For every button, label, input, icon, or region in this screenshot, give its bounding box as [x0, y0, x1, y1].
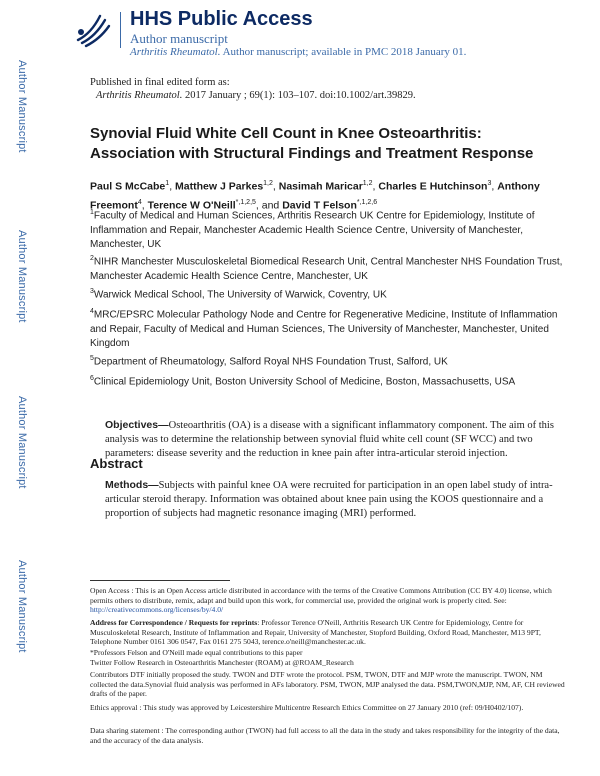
author-affiliation-sup: 3: [487, 180, 492, 187]
availability-line: [130, 46, 466, 58]
affiliation-sup: 2: [90, 255, 94, 262]
affiliation-sup: 3: [90, 288, 94, 295]
abstract-heading: Abstract: [90, 456, 143, 471]
author-name: Anthony Freemont: [90, 180, 540, 211]
brand-title: HHS Public Access: [130, 8, 313, 30]
side-label: Author Manuscript: [16, 230, 28, 323]
author-name: Charles E Hutchinson: [378, 180, 488, 193]
availability-text: Author manuscript; available in PMC 2018 January 01.: [220, 46, 467, 58]
published-line: Published in final edited form as:: [90, 77, 230, 88]
author-separator: ,: [141, 199, 148, 211]
correspondence-note: [90, 618, 570, 647]
twitter-note: Twitter Follow Research in Osteoarthritis Manchester (ROAM) at @ROAM_Research: [90, 658, 354, 667]
methods-paragraph: [105, 478, 565, 521]
data-sharing-note: Data sharing statement : The corresponding author (TWON) had full access to all the data in the study and takes responsibility for the integrity of the data, and the accuracy of the data analysis.: [90, 726, 560, 745]
objectives-label: Objectives—: [105, 419, 169, 431]
hhs-eagle-logo-icon: [72, 10, 112, 48]
manuscript-type: Author manuscript: [130, 31, 228, 46]
equal-contribution-note: *Professors Felson and O'Neill made equal contributions to this paper: [90, 648, 303, 657]
author-affiliation-sup: 1,2: [362, 180, 373, 187]
affiliation-3: [90, 285, 565, 303]
author-name: Paul S McCabe: [90, 180, 166, 193]
affiliation-text: Department of Rheumatology, Salford Royal NHS Foundation Trust, Salford, UK: [93, 356, 448, 368]
affiliation-text: Clinical Epidemiology Unit, Boston University School of Medicine, Boston, Massachusetts, USA: [93, 376, 516, 388]
author-separator: ,: [272, 180, 279, 193]
correspondence-label: Address for Correspondence / Requests for reprints: [90, 618, 258, 627]
affiliation-text: Faculty of Medical and Human Sciences, Arthritis Research UK Centre for Epidemiology, Institute of Inflammation and Repair, Manchester Academic Health Science Centre, University of Manchester, Manchester, UK: [90, 210, 535, 251]
open-access-note: [90, 586, 570, 615]
author-name: Terence W O'Neill: [147, 199, 236, 211]
affiliation-sup: 5: [90, 355, 94, 362]
objectives-text: Osteoarthritis (OA) is a disease with a significant inflammatory component. The aim of this analysis was to determine the relationship between synovial fluid white cell count (SF WCC) and two parameters: disease severity and the reduction in knee pain after intra-articular steroid injection.: [105, 420, 554, 459]
affiliation-text: MRC/EPSRC Molecular Pathology Node and Centre for Regenerative Medicine, Institute of Inflammation and Repair, Faculty of Medical and Human Sciences, The University of Manchester, Manchester, United Kingdom: [90, 309, 558, 350]
journal-name: Arthritis Rheumatol.: [130, 46, 221, 58]
author-affiliation-sup: *,1,2,6: [356, 198, 378, 206]
side-label: Author Manuscript: [16, 396, 28, 489]
author-separator: ,: [372, 180, 379, 193]
citation-line: [90, 89, 570, 102]
affiliation-text: Warwick Medical School, The University of Warwick, Coventry, UK: [93, 289, 387, 301]
citation-text: 2017 January ; 69(1): 103–107. doi:10.1002/art.39829.: [182, 90, 416, 101]
author-name: Matthew J Parkes: [175, 180, 264, 193]
methods-label: Methods—: [105, 479, 159, 491]
side-label: Author Manuscript: [16, 60, 28, 153]
affiliation-5: [90, 352, 565, 370]
author-name: David T Felson: [282, 199, 357, 211]
correspondence-text: : Professor Terence O'Neill, Arthritis Research UK Centre for Epidemiology, Centre for Musculoskeletal Research, Institute of Inflammation and Repair, University of Manchester, Stopford Building, Oxford Road, Manchester, M13 9PT, Telephone Number 0161 306 0547, Fax 0161 275 5043, terence.o'neill@manchester.ac.uk.: [90, 618, 541, 647]
affiliation-1: [90, 206, 565, 253]
affiliation-text: NIHR Manchester Musculoskeletal Biomedical Research Unit, Central Manchester NHS Foundation Trust, Manchester Academic Health Science Centre, Manchester, UK: [90, 256, 563, 282]
license-link[interactable]: http://creativecommons.org/licenses/by/4.0/: [90, 605, 224, 615]
methods-text: Subjects with painful knee OA were recruited for participation in an open label study of intra-articular steroid therapy. Information was obtained about knee pain using the KOOS questionnaire and a proportion of subjects had magnetic resonance imaging (MRI) performed.: [105, 480, 553, 519]
article-title: Synovial Fluid White Cell Count in Knee Osteoarthritis: Association with Structural Findings and Treatment Response: [90, 125, 534, 162]
header-divider: [120, 12, 121, 48]
affiliation-sup: 4: [90, 308, 94, 315]
contributors-note: Contributors DTF initially proposed the study. TWON and DTF wrote the protocol. PSM, TWON, DTF and MJP wrote the manuscript. TWON, NM collected the data.Synovial fluid analysis was performed in AFs laboratory. PSM, TWON, MJP analysed the data. PSM,TWON,MJP, NM, AF, CH reviewed drafts of the paper.: [90, 670, 565, 699]
affiliation-6: [90, 372, 565, 390]
author-name: Nasimah Maricar: [278, 180, 363, 193]
ethics-note: Ethics approval : This study was approved by Leicestershire Multicentre Research Ethics Committee on 27 January 2010 (ref: 09/H0402/107).: [90, 703, 524, 712]
author-affiliation-sup: *,1,2,5: [235, 198, 256, 206]
author-separator: ,: [491, 180, 498, 193]
citation-journal: Arthritis Rheumatol.: [96, 90, 183, 101]
author-affiliation-sup: 4: [137, 198, 142, 206]
publication-info: [90, 76, 570, 102]
author-affiliation-sup: 1,2: [263, 180, 273, 187]
footnote-divider: [90, 580, 230, 581]
author-affiliation-sup: 1: [165, 180, 170, 187]
author-separator: ,: [169, 180, 176, 193]
open-access-text: Open Access : This is an Open Access article distributed in accordance with the terms of the Creative Commons Attribution (CC BY 4.0) license, which permits others to distribute, remix, adapt and build upon this work, for commercial use, provided the original work is properly cited. See:: [90, 586, 552, 605]
affiliation-sup: 1: [90, 209, 94, 216]
affiliation-sup: 6: [90, 375, 94, 382]
objectives-paragraph: [105, 418, 565, 461]
author-separator: , and: [255, 199, 283, 211]
side-label: Author Manuscript: [16, 560, 28, 653]
affiliation-2: [90, 252, 565, 284]
affiliation-4: [90, 305, 565, 352]
header: [72, 8, 572, 58]
left-margin: [0, 0, 40, 776]
